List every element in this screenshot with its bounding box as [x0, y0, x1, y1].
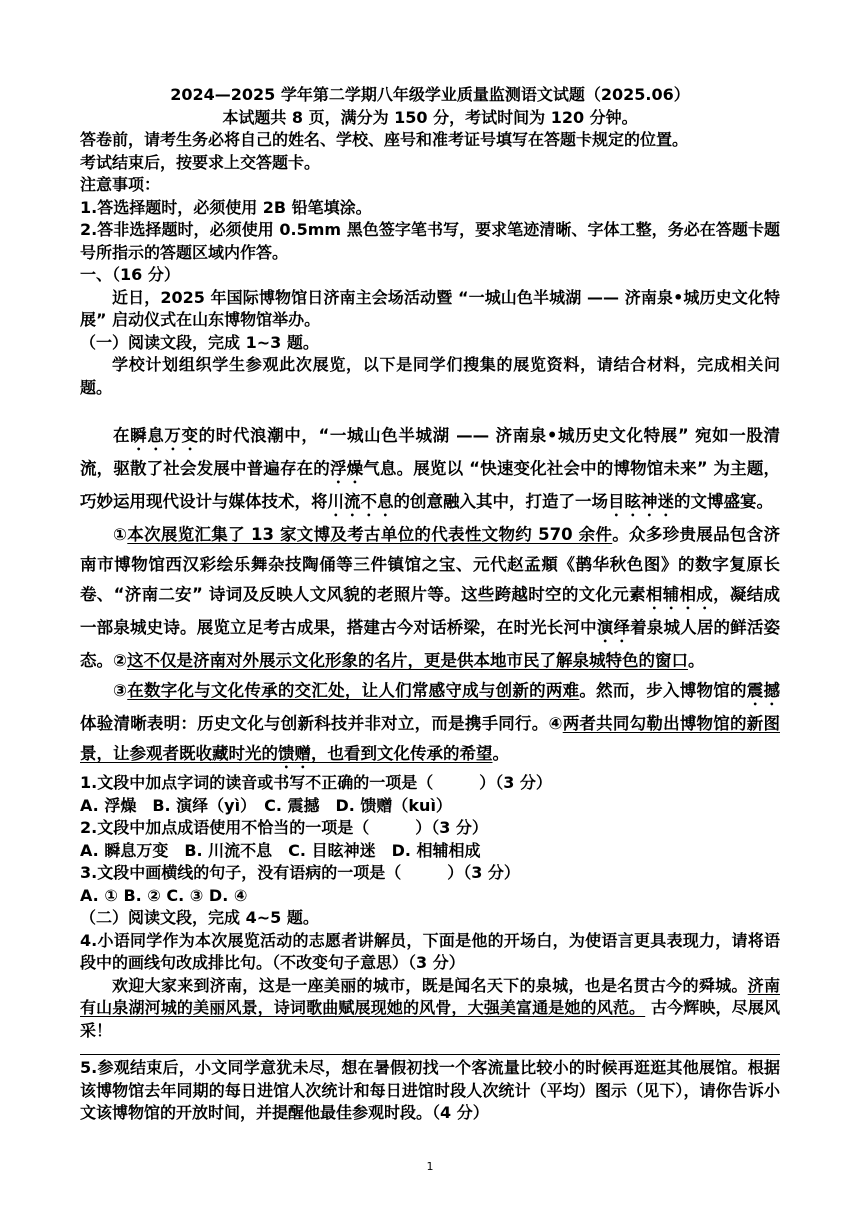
underlined-sentence-4-end: ，也看到文化传承的希望 — [311, 744, 493, 763]
question-3-score: ）（3 分） — [447, 863, 520, 882]
section-1-heading: 一、（16 分） — [80, 265, 180, 284]
question-2 — [80, 817, 780, 840]
text: 欢迎大家来到济南，这是一座美丽的城市，既是闻名天下的泉城，也是名贯古今的舜城。 — [112, 975, 748, 995]
instruction-2: 考试结束后，按要求上交答题卡。 — [80, 152, 321, 172]
part-2-heading: （二）阅读文段，完成 4~5 题。 — [80, 908, 319, 927]
text: 气息。展览以 “快速变化社会中的博物馆未来” 为主题，巧妙运用现代设计与媒体技术，将 — [80, 459, 780, 511]
dotted-word-1: 浮燥 — [329, 459, 364, 478]
passage-paragraph-2 — [80, 520, 780, 676]
passage-paragraph-3 — [80, 676, 780, 772]
question-3-text: 3.文段中画横线的句子，没有语病的一项是（ — [80, 863, 402, 882]
text: ① — [113, 525, 128, 544]
dotted-idiom-3: 目眩神迷 — [608, 492, 674, 511]
question-5: 5.参观结束后，小文同学意犹未尽，想在暑假初找一个客流量比较小的时候再逛逛其他展馆。根据该博物馆去年同期的每日进馆人次统计和每日进馆时段人次统计（平均）图示（见下），请你告诉小文该博物馆的开放时间，并提醒他最佳参观时段。（4 分） — [80, 1058, 780, 1122]
question-1-options: A. 浮燥 B. 演绎（yì） C. 震撼 D. 馈赠（kuì） — [80, 795, 452, 815]
question-1-score: ）（3 分） — [479, 773, 552, 792]
instruction-1: 答卷前，请考生务必将自己的姓名、学校、座号和准考证号填写在答题卡规定的位置。 — [80, 130, 689, 149]
question-2-score: ）（3 分） — [415, 818, 488, 837]
text: 的文博盛宴。 — [674, 492, 773, 511]
question-2-options: A. 瞬息万变 B. 川流不息 C. 目眩神迷 D. 相辅相成 — [80, 840, 481, 860]
text: ③ — [113, 681, 128, 700]
question-3 — [80, 862, 780, 885]
text: 的时代浪潮中，“一城山色半城湖 —— 济南泉•城历史文化特展” 宛如一股清流，驱散了社会发展中普遍存在的 — [80, 426, 781, 478]
question-3-options: A. ① B. ② C. ③ D. ④ — [80, 885, 248, 905]
text: 。众多珍贵展品包含济南市博物馆西汉彩绘乐舞杂技陶俑等三件镇馆之宝、元代赵孟頫《鹊华秋色图》的数字复原长卷、“济南二安” 诗词及反映人文风貌的老照片等。这些跨越时空的文化元素 — [80, 525, 780, 604]
text: 在 — [113, 426, 131, 445]
question-4: 4.小语同学作为本次展览活动的志愿者讲解员，下面是他的开场白，为使语言更具表现力，请将语段中的画线句改成排比句。（不改变句子意思）（3 分） — [80, 930, 780, 972]
passage-paragraph-1 — [80, 421, 780, 520]
question-1 — [80, 772, 780, 795]
underlined-sentence-3: 在数字化与文化传承的交汇处，让人们常感守成与创新的两难 — [127, 681, 580, 700]
dotted-idiom-2: 川流不息 — [327, 492, 394, 511]
text: 。 — [687, 651, 705, 670]
attention-heading: 注意事项： — [80, 175, 161, 194]
page-number: 1 — [426, 1160, 434, 1173]
underlined-sentence-1: 本次展览汇集了 13 家文博及考古单位的代表性文物约 570 余件 — [127, 525, 613, 544]
rule-2: 2.答非选择题时，必须使用 0.5mm 黑色签字笔书写，要求笔迹清晰、字体工整，务必在答题卡题号所指示的答题区域内作答。 — [80, 220, 780, 262]
spacer — [80, 399, 780, 421]
exam-title: 2024—2025 学年第二学期八年级学业质量监测语文试题（2025.06） — [170, 85, 690, 104]
text: 。然而，步入博物馆的 — [579, 681, 747, 700]
dotted-word-2: 演绎 — [596, 618, 631, 637]
answer-line[interactable] — [80, 1054, 780, 1055]
rule-1: 1.答选择题时，必须使用 2B 铅笔填涂。 — [80, 197, 372, 217]
underlined-sentence-5: 济南有山泉湖河城的美丽风景，诗词歌曲赋展现她的风骨，大强美富通是她的风范。 — [80, 975, 780, 1017]
text: 。 — [492, 744, 509, 763]
text: 的创意融入其中，打造了一场 — [393, 492, 608, 511]
text: ，凝结成一部泉城史诗。展览立足考古成果，搭建古今对话桥梁，在时光长河中 — [80, 585, 781, 637]
question-1-text: 1.文段中加点字词的读音或书写不正确的一项是（ — [80, 773, 434, 792]
part-1-heading: （一）阅读文段，完成 1~3 题。 — [80, 332, 319, 352]
exam-info: 本试题共 8 页，满分为 150 分，考试时间为 120 分钟。 — [222, 107, 638, 127]
part-1-intro: 学校计划组织学生参观此次展览，以下是同学们搜集的展览资料，请结合材料，完成相关问题。 — [80, 355, 780, 397]
dotted-word-4: 馈赠 — [278, 744, 311, 763]
section-1-intro: 近日，2025 年国际博物馆日济南主会场活动暨 “一城山色半城湖 —— 济南泉•城历史文化特展” 启动仪式在山东博物馆举办。 — [80, 287, 780, 329]
question-2-text: 2.文段中加点成语使用不恰当的一项是（ — [80, 818, 370, 837]
exam-page — [80, 84, 780, 1125]
text: 古今辉映，尽展风采！ — [80, 998, 780, 1040]
dotted-word-3: 震撼 — [746, 681, 781, 700]
dotted-idiom-4: 相辅相成 — [645, 585, 714, 604]
underlined-sentence-2: 这不仅是济南对外展示文化形象的名片，更是供本地市民了解泉城特色的窗口 — [126, 651, 688, 670]
text: 着泉城人居的鲜活姿态。② — [80, 618, 781, 670]
dotted-idiom-1: 瞬息万变 — [130, 426, 199, 445]
underlined-sentence-4: 两者共同勾勒出博物馆的新图景，让参观者既收藏时光的 — [80, 714, 780, 763]
question-4-passage — [80, 975, 780, 1043]
text: 体验清晰表明：历史文化与创新科技并非对立，而是携手同行。④ — [80, 714, 563, 733]
